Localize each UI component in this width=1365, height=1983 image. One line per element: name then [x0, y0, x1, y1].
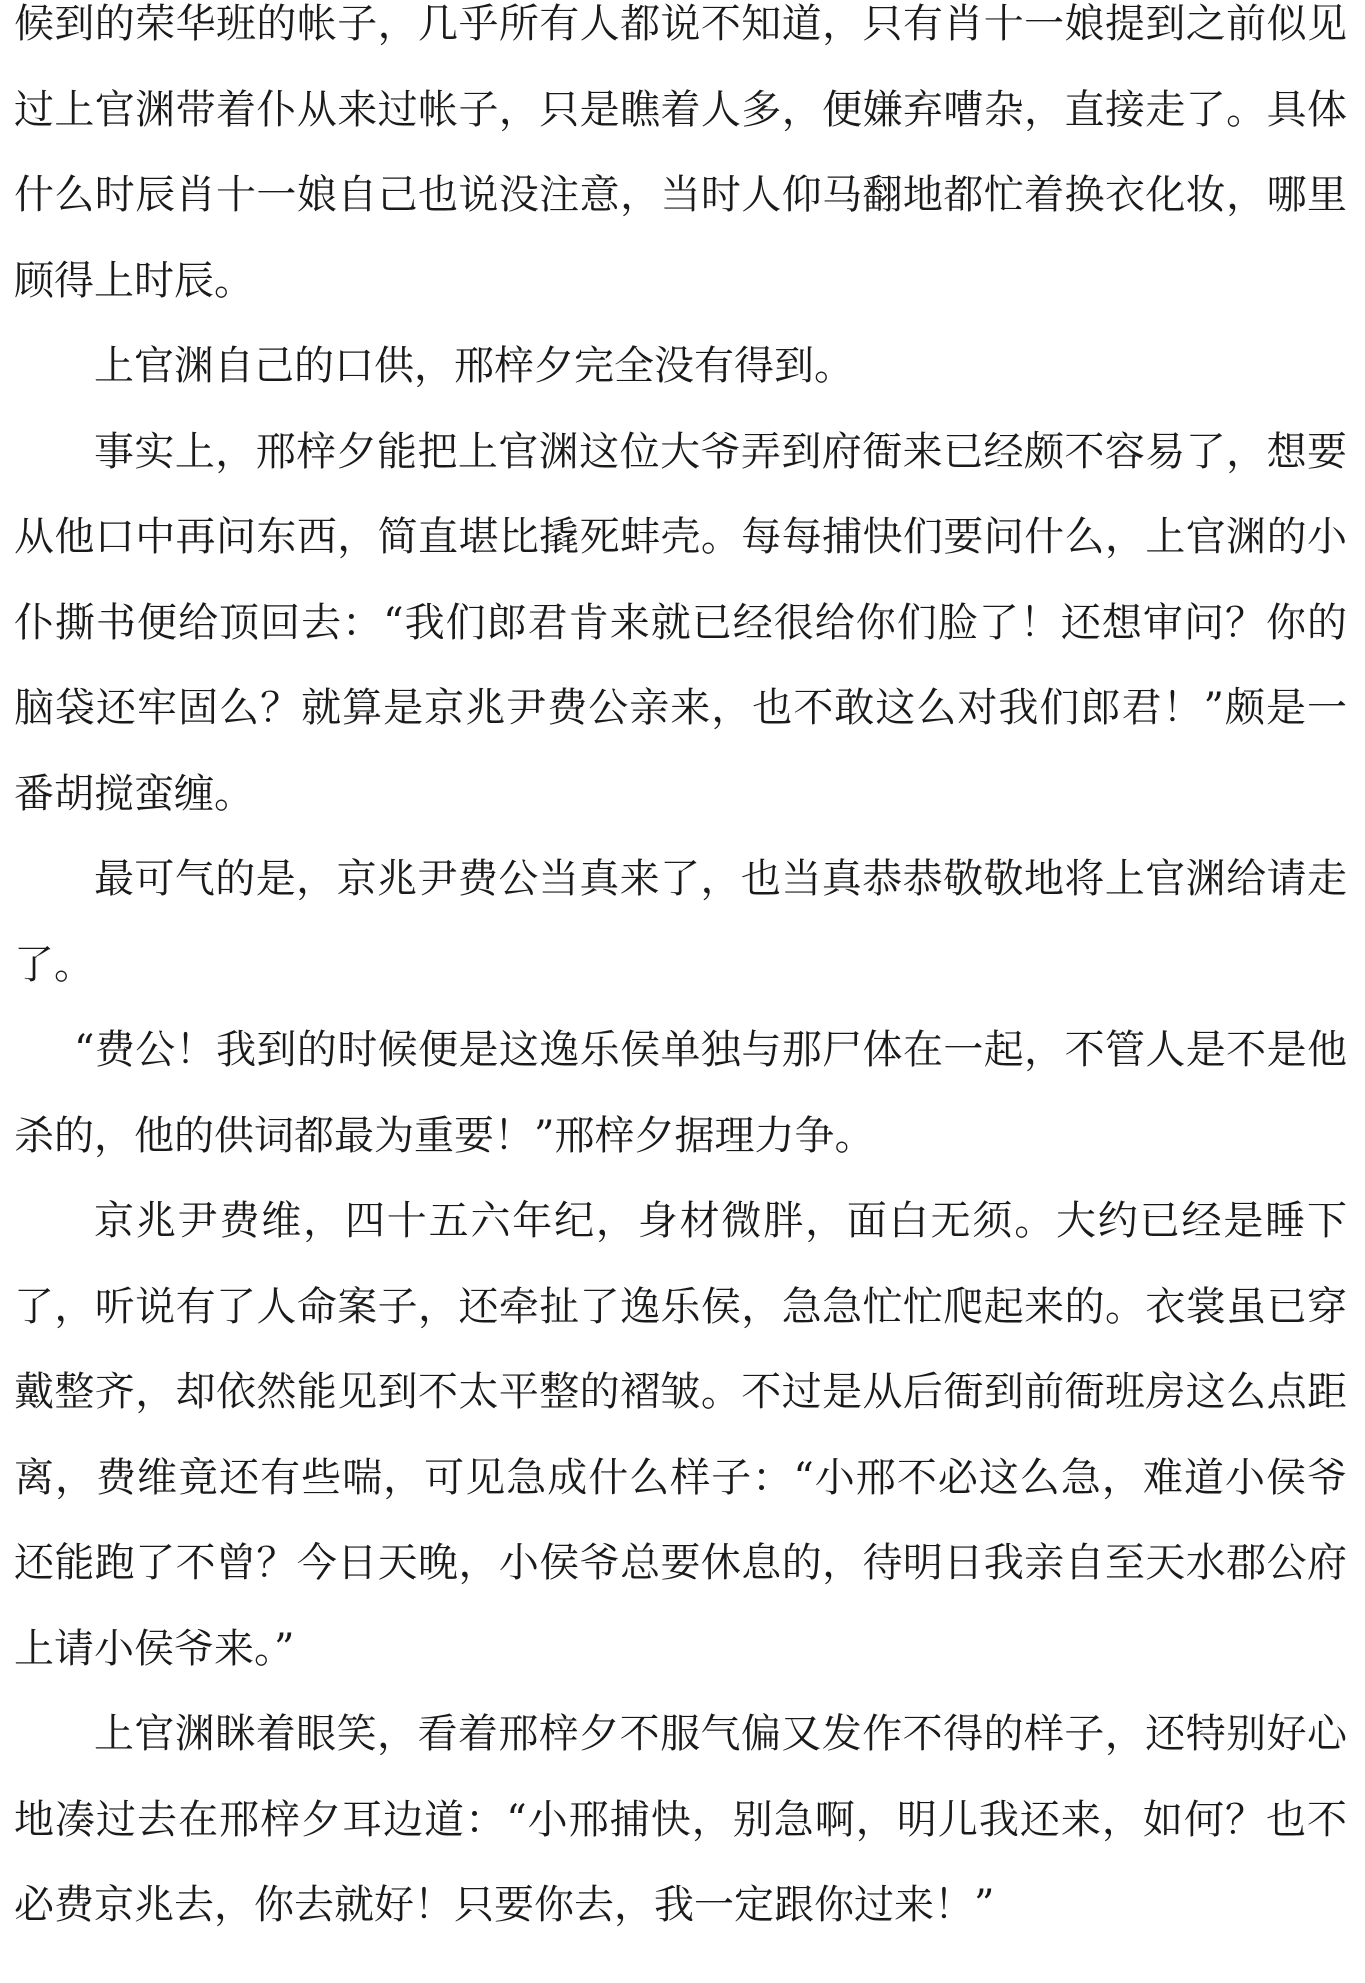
paragraph-1: 候到的荣华班的帐子，几乎所有人都说不知道，只有肖十一娘提到之前似见过上官渊带着仆从来过帐子，只是瞧着人多，便嫌弃嘈杂，直接走了。具体什么时辰肖十一娘自己也说没注意，当时人仰马翻地都忙着换衣化妆，哪里顾得上时辰。	[14, 1, 1347, 304]
paragraph-2: 上官渊自己的口供，邢梓夕完全没有得到。	[94, 343, 854, 389]
document-body	[14, 0, 1347, 1949]
paragraph-3: 事实上，邢梓夕能把上官渊这位大爷弄到府衙来已经颇不容易了，想要从他口中再问东西，简直堪比撬死蚌壳。每每捕快们要问什么，上官渊的小仆撕书便给顶回去：“我们郎君肯来就已经很给你们脸了！还想审问？你的脑袋还牢固么？就算是京兆尹费公亲来，也不敢这么对我们郎君！”颇是一番胡搅蛮缠。	[14, 428, 1347, 817]
paragraph-4: 最可气的是，京兆尹费公当真来了，也当真恭恭敬敬地将上官渊给请走了。	[14, 856, 1347, 988]
paragraph-7: 上官渊眯着眼笑，看着邢梓夕不服气偏又发作不得的样子，还特别好心地凑过去在邢梓夕耳边道：“小邢捕快，别急啊，明儿我还来，如何？也不必费京兆去，你去就好！只要你去，我一定跟你过来！”	[14, 1711, 1347, 1928]
paragraph-5: “费公！我到的时候便是这逸乐侯单独与那尸体在一起，不管人是不是他杀的，他的供词都最为重要！”邢梓夕据理力争。	[14, 1027, 1347, 1159]
paragraph-6: 京兆尹费维，四十五六年纪，身材微胖，面白无须。大约已经是睡下了，听说有了人命案子，还牵扯了逸乐侯，急急忙忙爬起来的。衣裳虽已穿戴整齐，却依然能见到不太平整的褶皱。不过是从后衙到前衙班房这么点距离，费维竟还有些喘，可见急成什么样子：“小邢不必这么急，难道小侯爷还能跑了不曾？今日天晚，小侯爷总要休息的，待明日我亲自至天水郡公府上请小侯爷来。”	[14, 1198, 1347, 1672]
